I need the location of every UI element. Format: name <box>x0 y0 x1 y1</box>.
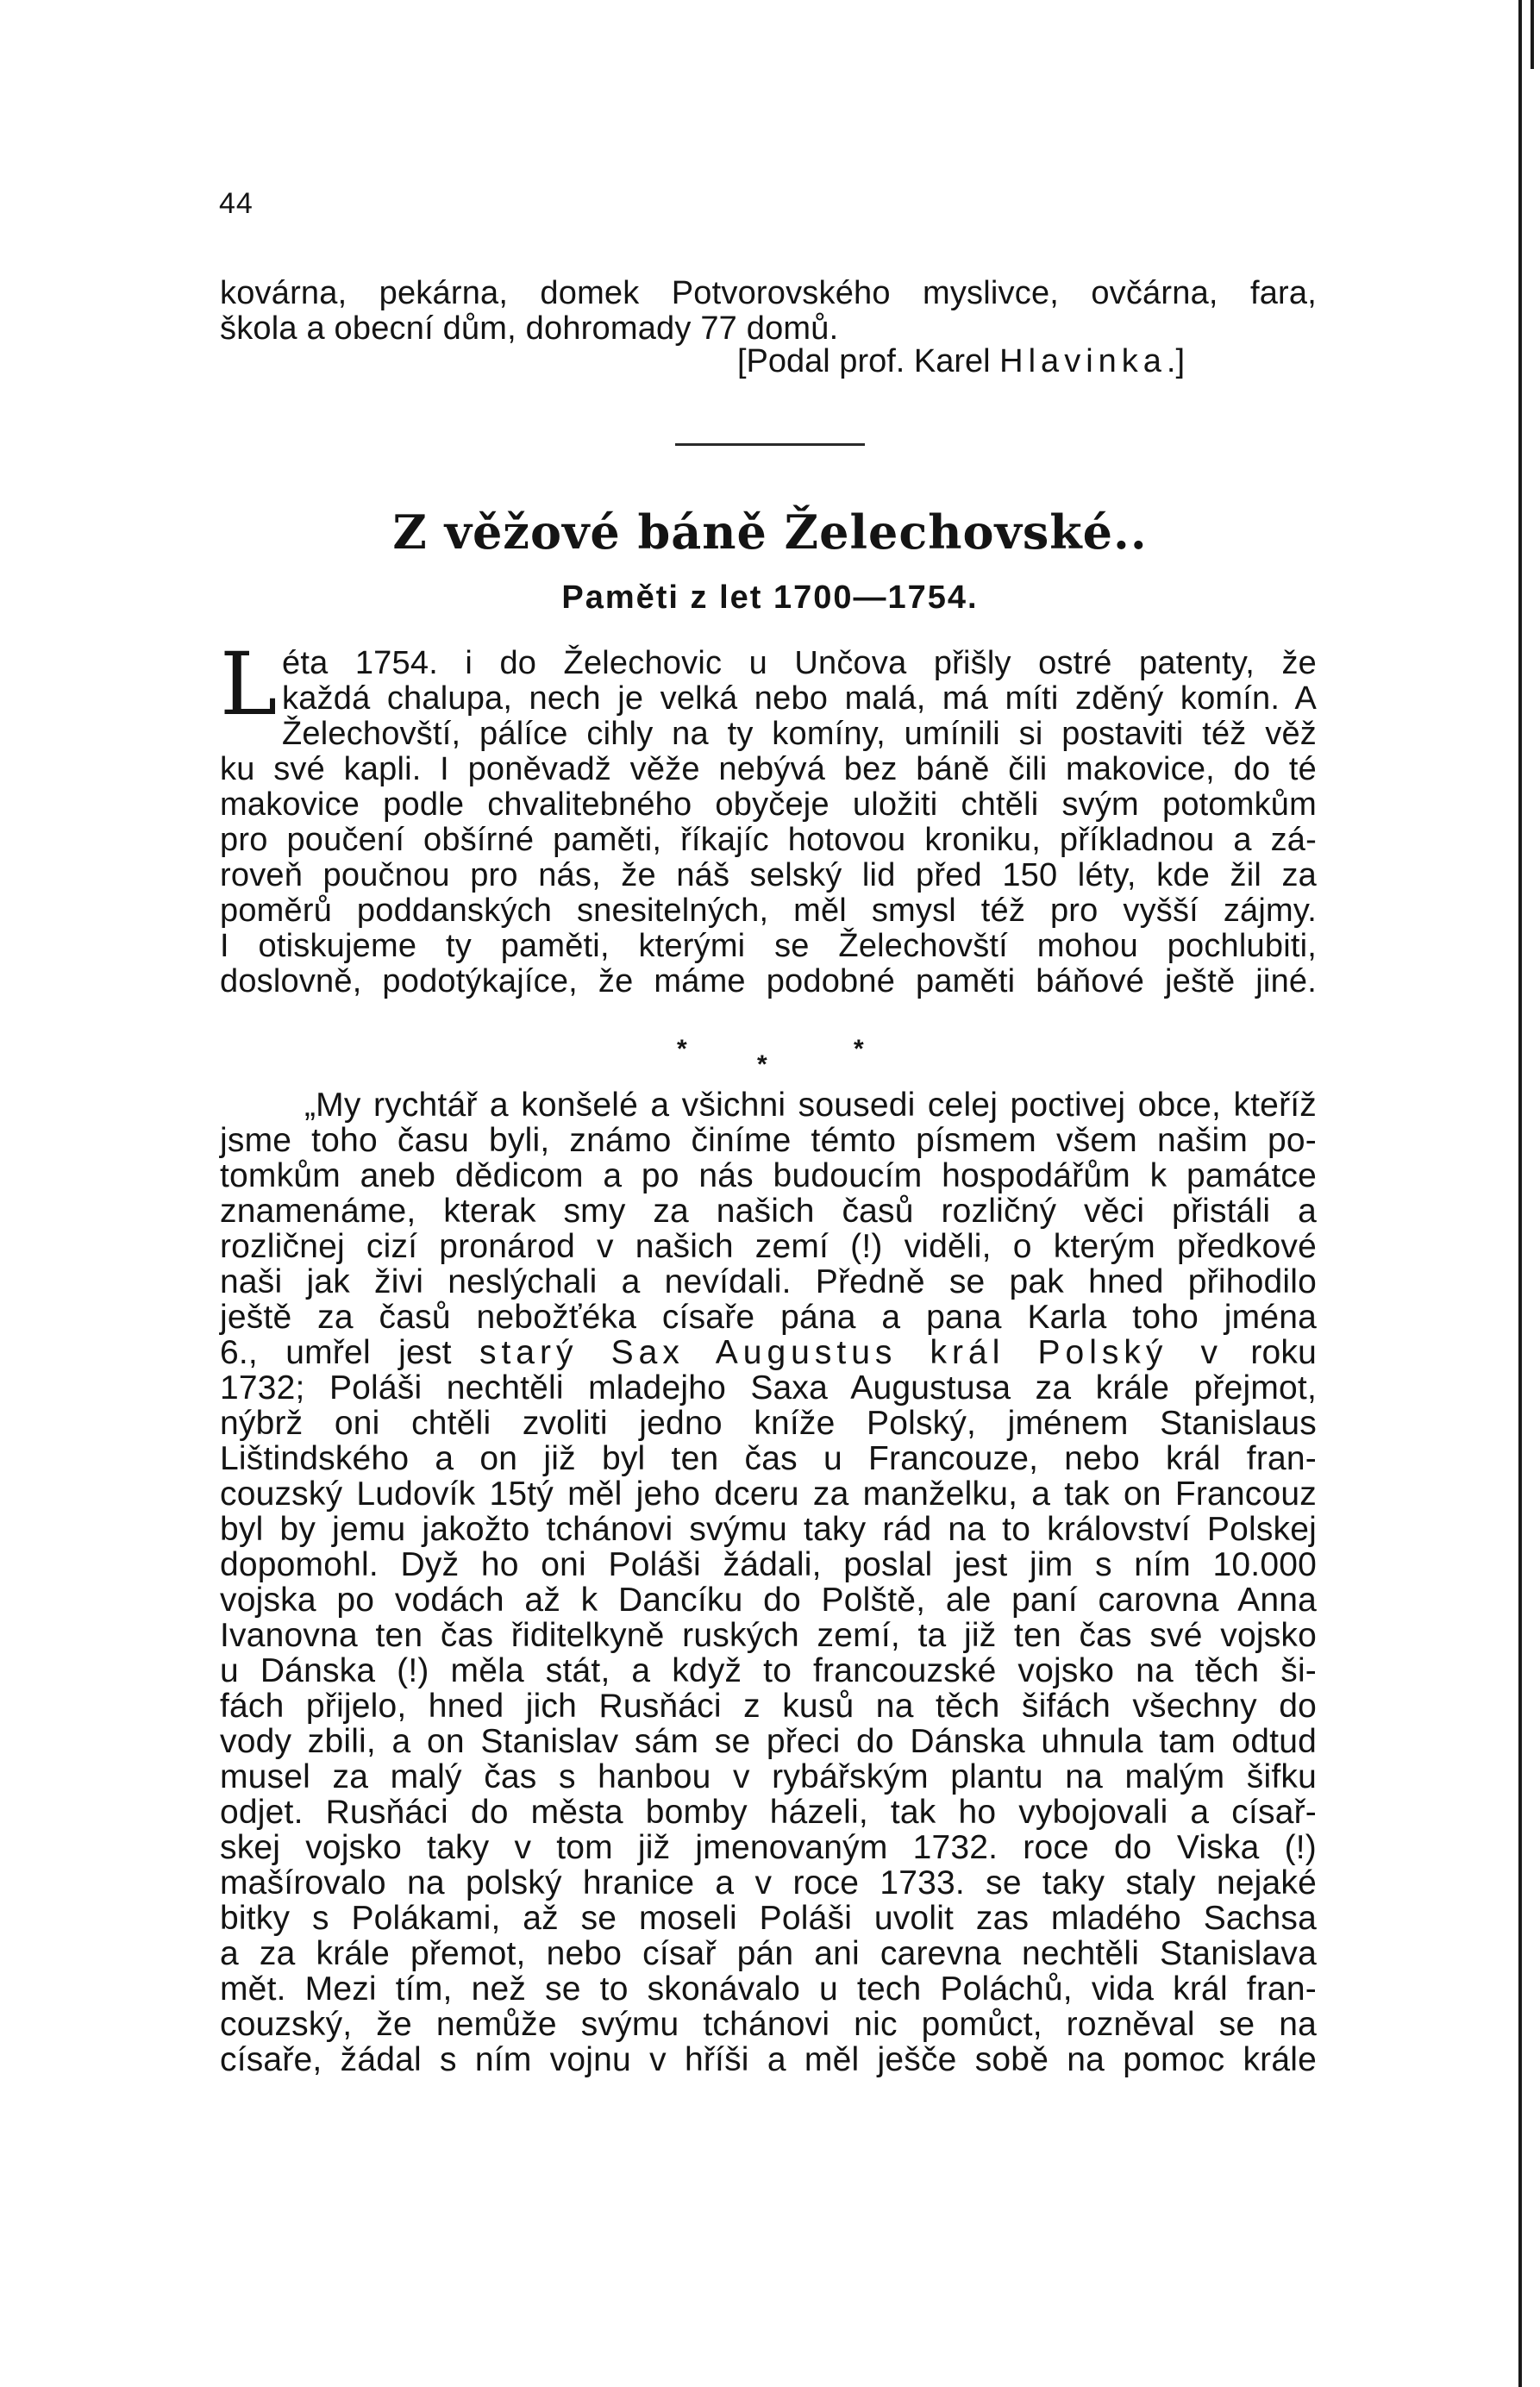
attribution-prefix: [Podal prof. Karel <box>737 343 1000 379</box>
asterisk: * <box>757 1050 767 1079</box>
page-edge-line <box>1518 0 1522 2387</box>
text-line: každá chalupa, nech je velká nebo malá, má míti zděný komín. A <box>282 680 1317 717</box>
previous-article-text <box>220 276 1317 347</box>
text-line: vojska po vodách až k Dancíku do Polště, ale paní carovna Anna <box>220 1582 1317 1619</box>
text-line: škola a obecní dům, dohromady 77 domů. <box>220 310 839 347</box>
text-line: fách přijelo, hned jich Rusňáci z kusů na těch šifách všechny do <box>220 1688 1317 1725</box>
text-line: u Dánska (!) měla stát, a když to francouzské vojsko na těch ši- <box>220 1652 1317 1689</box>
text-line: nýbrž oni chtěli zvoliti jedno kníže Polský, jménem Stanislaus <box>220 1405 1317 1442</box>
article-subtitle: Paměti z let 1700—1754. <box>561 580 979 616</box>
text-line: musel za malý čas s hanbou v rybářským plantu na malým šifku <box>220 1758 1317 1795</box>
text-line: couzský Ludovík 15tý měl jeho dceru za manželku, a tak on Francouz <box>220 1475 1317 1513</box>
text-line: bitky s Polákami, až se moseli Poláši uvolit zas mladého Sachsa <box>220 1900 1317 1937</box>
text-line: mašírovalo na polský hranice a v roce 1733. se taky staly nejaké <box>220 1864 1317 1901</box>
text-line: jsme toho času byli, známo činíme témto písmem všem našim po- <box>220 1122 1317 1159</box>
article-title: Z věžové báně Želechovské.. <box>392 504 1148 560</box>
asterism-separator <box>0 1035 1540 1078</box>
attribution-author: Hlavinka <box>999 343 1167 379</box>
spaced-emphasis: starý Sax Augustus král Polský v <box>479 1334 1224 1371</box>
text-line: vody zbili, a on Stanislav sám se přeci do Dánska uhnula tam odtud <box>220 1723 1317 1760</box>
intro-paragraph <box>220 634 1317 999</box>
text-line: císaře, žádal s ním vojnu v hříši a měl ješče sobě na pomoc krále <box>220 2041 1317 2078</box>
text-line: Ivanovna ten čas řiditelkyně ruských zemí, ta již ten čas své vojsko <box>220 1617 1317 1654</box>
text-line: znamenáme, kterak smy za našich časů rozličný věci přistáli a <box>220 1193 1317 1230</box>
text-line: poměrů poddanských snesitelných, měl smysl též pro vyšší zájmy. <box>220 893 1317 929</box>
text-line-spaced <box>220 1335 1317 1370</box>
text-line: kovárna, pekárna, domek Potvorovského myslivce, ovčárna, fara, <box>220 275 1317 311</box>
text-line: odjet. Rusňáci do města bomby házeli, tak ho vybojovali a císař- <box>220 1794 1317 1831</box>
text-line: doslovně, podotýkajíce, že máme podobné paměti báňové ještě jiné. <box>220 963 1317 999</box>
asterisk: * <box>677 1035 687 1063</box>
attribution-suffix: .] <box>1166 343 1186 379</box>
chronicle-quote <box>220 1087 1317 2077</box>
text-line: 1732; Poláši nechtěli mladejho Saxa Augustusa za krále přejmot, <box>220 1369 1317 1407</box>
text-line: rozličnej cizí pronárod v našich zemí (!) viděli, o kterým předkové <box>220 1228 1317 1265</box>
spaced-prefix: 6., umřel jest <box>220 1334 479 1371</box>
text-line: naši jak živi neslýchali a nevídali. Předně se pak hned přihodilo <box>220 1263 1317 1300</box>
asterisk: * <box>854 1035 864 1063</box>
text-line: Želechovští, pálíce cihly na ty komíny, umínili si postaviti též věž <box>282 716 1317 752</box>
text-line: I otiskujeme ty paměti, kterými se Želechovští mohou pochlubiti, <box>220 928 1317 964</box>
text-line: tomkům aneb dědicom a po nás budoucím hospodářům k památce <box>220 1157 1317 1194</box>
page-edge-line-short <box>1531 0 1534 69</box>
text-line: a za krále přemot, nebo císař pán ani carevna nechtěli Stanislava <box>220 1935 1317 1972</box>
text-line: mět. Mezi tím, než se to skonávalo u tech Poláchů, vida král fran- <box>220 1970 1317 2008</box>
text-line: ještě za časů nebožťéka císaře pána a pana Karla toho jména <box>220 1299 1317 1336</box>
text-line: ku své kapli. I poněvadž věže nebývá bez báně čili makovice, do té <box>220 751 1317 787</box>
text-line: byl by jemu jakožto tchánovi svýmu taky rád na to království Polskej <box>220 1511 1317 1548</box>
drop-cap: L <box>220 634 278 735</box>
text-line: roveň poučnou pro nás, že náš selský lid před 150 léty, kde žil za <box>220 857 1317 893</box>
spaced-suffix: roku <box>1223 1334 1318 1371</box>
page-number: 44 <box>219 187 254 220</box>
text-line: couzský, že nemůže svýmu tchánovi nic pomůct, rozněval se na <box>220 2006 1317 2043</box>
text-line: Lištindského a on již byl ten čas u Francouze, nebo král fran- <box>220 1440 1317 1477</box>
text-line: dopomohl. Dyž ho oni Poláši žádali, poslal jest jim s ním 10.000 <box>220 1546 1317 1583</box>
attribution <box>737 343 1185 380</box>
section-divider <box>675 443 865 446</box>
text-line: éta 1754. i do Želechovic u Unčova přišly ostré patenty, že <box>282 645 1317 681</box>
text-line: „My rychtář a konšelé a všichni sousedi celej poctivej obce, kteříž <box>304 1087 1317 1124</box>
text-line: skej vojsko taky v tom již jmenovaným 1732. roce do Viska (!) <box>220 1829 1317 1866</box>
text-line: makovice podle chvalitebného obyčeje uložiti chtěli svým potomkům <box>220 786 1317 823</box>
text-line: pro poučení obšírné paměti, říkajíc hotovou kroniku, příkladnou a zá- <box>220 822 1317 858</box>
